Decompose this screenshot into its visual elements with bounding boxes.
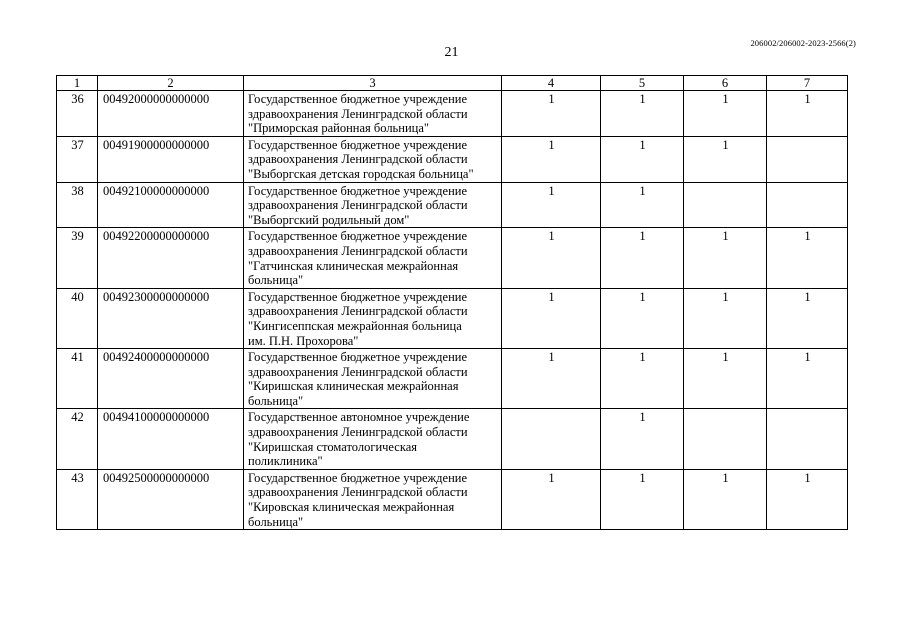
col7-cell: 1: [767, 228, 848, 288]
institution-name-line: им. П.Н. Прохорова": [248, 333, 359, 348]
institution-name-line: "Приморская районная больница": [248, 121, 429, 136]
column-header: 5: [601, 76, 684, 91]
institution-name-line: "Киришская стоматологическая: [248, 439, 418, 454]
col7-cell: [767, 182, 848, 228]
col4-cell: 1: [502, 469, 601, 529]
institution-name-line: здравоохранения Ленинградской области: [248, 364, 468, 379]
row-number-cell: 41: [57, 349, 98, 409]
row-number-cell: 38: [57, 182, 98, 228]
institution-name-cell: [244, 182, 502, 228]
table-row: [57, 91, 848, 137]
table-row: [57, 136, 848, 182]
col7-cell: [767, 409, 848, 469]
row-number-cell: 40: [57, 288, 98, 348]
institution-name-line: здравоохранения Ленинградской области: [248, 425, 468, 440]
code-cell: 00491900000000000: [98, 136, 244, 182]
institution-name-line: больница": [248, 273, 304, 288]
institution-name-cell: [244, 409, 502, 469]
code-cell: 00494100000000000: [98, 409, 244, 469]
institution-name-line: здравоохранения Ленинградской области: [248, 304, 468, 319]
col7-cell: 1: [767, 288, 848, 348]
col6-cell: 1: [684, 91, 767, 137]
institution-name-cell: [244, 349, 502, 409]
row-number-cell: 39: [57, 228, 98, 288]
table-row: [57, 288, 848, 348]
column-header: 6: [684, 76, 767, 91]
col6-cell: 1: [684, 469, 767, 529]
institution-name-line: здравоохранения Ленинградской области: [248, 152, 468, 167]
col4-cell: 1: [502, 91, 601, 137]
column-header: 1: [57, 76, 98, 91]
page-number: 21: [444, 45, 459, 60]
institution-name-line: Государственное бюджетное учреждение: [248, 183, 468, 198]
institution-name-line: Государственное бюджетное учреждение: [248, 229, 468, 244]
col4-cell: 1: [502, 228, 601, 288]
row-number-cell: 43: [57, 469, 98, 529]
institution-name-line: "Выборгская детская городская больница": [248, 166, 474, 181]
col6-cell: [684, 182, 767, 228]
col7-cell: [767, 136, 848, 182]
col5-cell: 1: [601, 409, 684, 469]
col4-cell: [502, 409, 601, 469]
institution-name-cell: [244, 136, 502, 182]
column-header: 4: [502, 76, 601, 91]
col6-cell: [684, 409, 767, 469]
institution-name-line: Государственное бюджетное учреждение: [248, 470, 468, 485]
row-number-cell: 42: [57, 409, 98, 469]
institution-name-line: больница": [248, 393, 304, 408]
col7-cell: 1: [767, 91, 848, 137]
header-row: [57, 76, 848, 91]
institution-name-cell: [244, 288, 502, 348]
institution-name-cell: [244, 469, 502, 529]
institution-name-line: Государственное бюджетное учреждение: [248, 350, 468, 365]
institution-name-line: здравоохранения Ленинградской области: [248, 106, 468, 121]
row-number-cell: 36: [57, 91, 98, 137]
institution-name-cell: [244, 91, 502, 137]
col4-cell: 1: [502, 136, 601, 182]
institution-name-cell: [244, 228, 502, 288]
institution-name-line: "Гатчинская клиническая межрайонная: [248, 258, 459, 273]
col5-cell: 1: [601, 182, 684, 228]
col5-cell: 1: [601, 228, 684, 288]
col7-cell: 1: [767, 469, 848, 529]
institution-name-line: здравоохранения Ленинградской области: [248, 243, 468, 258]
col4-cell: 1: [502, 349, 601, 409]
code-cell: 00492200000000000: [98, 228, 244, 288]
code-cell: 00492000000000000: [98, 91, 244, 137]
table-row: [57, 228, 848, 288]
table-row: [57, 469, 848, 529]
table-row: [57, 349, 848, 409]
table-row: [57, 182, 848, 228]
data-table: [56, 75, 848, 530]
col5-cell: 1: [601, 288, 684, 348]
institution-name-line: больница": [248, 514, 304, 529]
institution-name-line: "Выборгский родильный дом": [248, 212, 410, 227]
col5-cell: 1: [601, 349, 684, 409]
column-header: 3: [244, 76, 502, 91]
col5-cell: 1: [601, 136, 684, 182]
col6-cell: 1: [684, 349, 767, 409]
institution-name-line: Государственное автономное учреждение: [248, 410, 470, 425]
col6-cell: 1: [684, 288, 767, 348]
institution-name-line: здравоохранения Ленинградской области: [248, 198, 468, 213]
col5-cell: 1: [601, 469, 684, 529]
column-header: 2: [98, 76, 244, 91]
institution-name-line: Государственное бюджетное учреждение: [248, 289, 468, 304]
institution-name-line: "Кингисеппская межрайонная больница: [248, 318, 462, 333]
col4-cell: 1: [502, 182, 601, 228]
institution-name-line: "Киришская клиническая межрайонная: [248, 379, 459, 394]
institution-name-line: здравоохранения Ленинградской области: [248, 485, 468, 500]
row-number-cell: 37: [57, 136, 98, 182]
code-cell: 00492400000000000: [98, 349, 244, 409]
institution-name-line: поликлиника": [248, 454, 323, 469]
table-row: [57, 409, 848, 469]
column-header: 7: [767, 76, 848, 91]
code-cell: 00492300000000000: [98, 288, 244, 348]
institution-name-line: Государственное бюджетное учреждение: [248, 137, 468, 152]
institution-name-line: "Кировская клиническая межрайонная: [248, 500, 455, 515]
col5-cell: 1: [601, 91, 684, 137]
col6-cell: 1: [684, 136, 767, 182]
col7-cell: 1: [767, 349, 848, 409]
col6-cell: 1: [684, 228, 767, 288]
code-cell: 00492500000000000: [98, 469, 244, 529]
document-id: 206002/206002-2023-2566(2): [750, 38, 856, 48]
code-cell: 00492100000000000: [98, 182, 244, 228]
institution-name-line: Государственное бюджетное учреждение: [248, 92, 468, 106]
col4-cell: 1: [502, 288, 601, 348]
